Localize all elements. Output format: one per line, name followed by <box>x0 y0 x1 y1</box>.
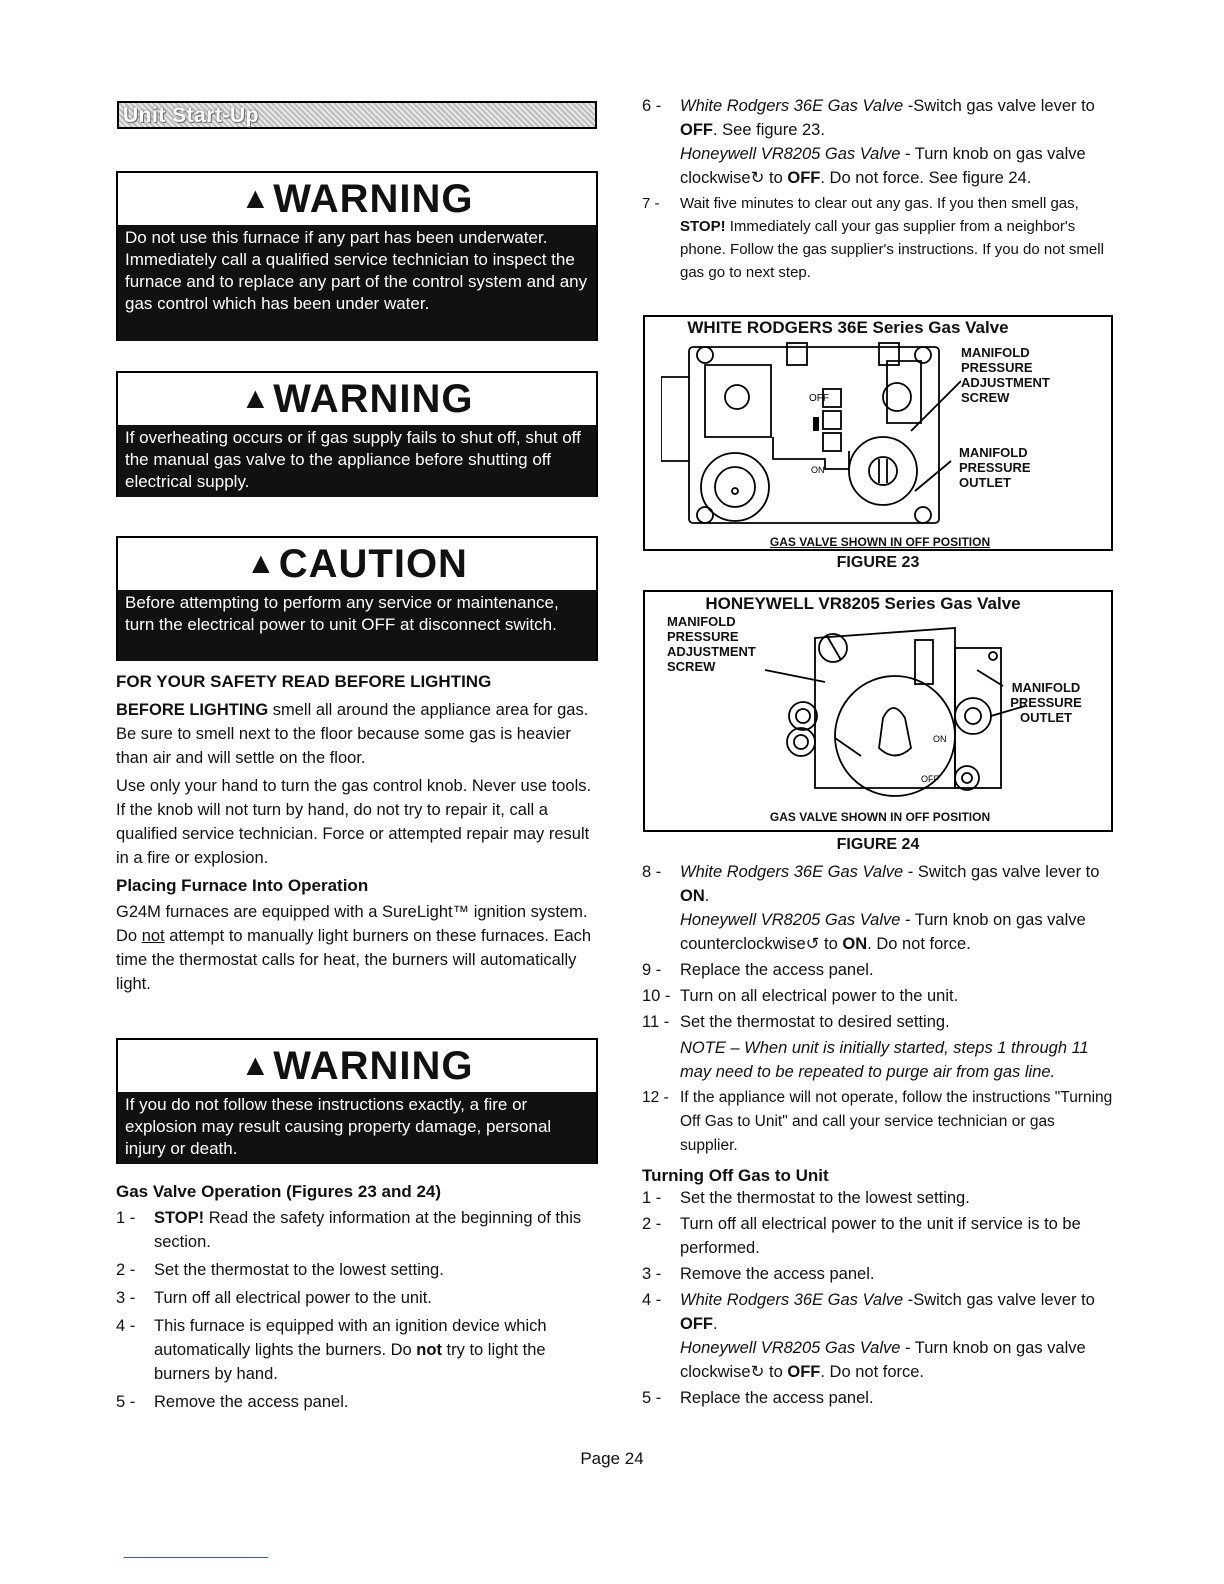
off-position-note: GAS VALVE SHOWN IN OFF POSITION <box>769 535 991 549</box>
warning-text: If you do not follow these instructions exactly, a fire or explosion may result causing property damage, personal injury or death. <box>118 1092 596 1164</box>
figure-23-title: WHITE RODGERS 36E Series Gas Valve <box>687 318 1009 337</box>
gas-valve-operation-left <box>116 1182 598 1414</box>
placing-heading: Placing Furnace Into Operation <box>116 876 369 895</box>
gas-valve-operation-heading: Gas Valve Operation (Figures 23 and 24) <box>116 1182 442 1201</box>
list-item: 4 - This furnace is equipped with an ignition device which automatically lights the burners. Do not try to light the burners by hand. <box>116 1317 547 1383</box>
gas-valve-operation-right-bottom <box>642 860 1114 1410</box>
warning-header: ▲ WARNING <box>240 376 474 421</box>
list-item: 1 - Set the thermostat to the lowest setting. <box>642 1189 970 1207</box>
label-adjustment-screw: MANIFOLD PRESSURE ADJUSTMENT SCREW <box>961 345 1050 405</box>
label-adjustment-screw: MANIFOLD PRESSURE ADJUSTMENT SCREW <box>667 614 756 674</box>
caution-text: Before attempting to perform any service or maintenance, turn the electrical power to unit OFF at disconnect switch. <box>118 590 596 661</box>
page-number: Page 24 <box>580 1449 644 1468</box>
figure-23-caption: FIGURE 23 <box>836 554 920 571</box>
figure-24-caption: FIGURE 24 <box>836 836 920 853</box>
safety-paragraph-2: Use only your hand to turn the gas control knob. Never use tools. If the knob will not turn by hand, do not try to repair it, call a qualified service technician. Force or attempted repair may result in a fire or explosion. <box>116 777 592 867</box>
note-text: NOTE – When unit is initially started, steps 1 through 11 may need to be repeated to purge air from gas line. <box>680 1039 1089 1081</box>
on-mark: ON <box>811 465 825 475</box>
on-mark: ON <box>933 734 947 744</box>
placing-paragraph: G24M furnaces are equipped with a SureLight™ ignition system. Do not attempt to manually light burners on these furnaces. Each time the thermostat calls for heat, the burners will automatically light. <box>116 903 592 993</box>
figure-24-box <box>643 590 1113 832</box>
list-item: 9 - Replace the access panel. <box>642 961 874 979</box>
section-title: Unit Start-Up <box>123 104 259 127</box>
warning-text: Do not use this furnace if any part has been underwater. Immediately call a qualified service technician to inspect the furnace and to replace any part of the control system and any gas control which has been under water. <box>118 225 596 341</box>
warning-box-instructions <box>116 1038 598 1164</box>
list-item: 7 - Wait five minutes to clear out any gas. If you then smell gas, STOP! Immediately call your gas supplier from a neighbor's phone. Follow the gas supplier's instructions. If you do not smell gas go to next step. <box>642 195 1104 281</box>
figure-23-box <box>643 315 1113 551</box>
honeywell-valve-diagram <box>745 618 1045 808</box>
clockwise-arrow-icon: ↻ <box>750 1363 765 1381</box>
warning-header: ▲ WARNING <box>240 1043 474 1088</box>
warning-box-overheating <box>116 371 598 497</box>
warning-text: If overheating occurs or if gas supply fails to shut off, shut off the manual gas valve to the appliance before shutting off electrical supply. <box>118 425 596 497</box>
clockwise-arrow-icon: ↻ <box>750 169 765 187</box>
warning-triangle-icon: ▲ <box>240 182 272 215</box>
section-header <box>117 101 597 129</box>
safety-heading: FOR YOUR SAFETY READ BEFORE LIGHTING <box>116 672 492 691</box>
list-item: 4 - White Rodgers 36E Gas Valve -Switch gas valve lever to OFF. Honeywell VR8205 Gas Valve - Turn knob on gas valve clockwise↻ to OFF. Do not force. <box>642 1291 1095 1381</box>
list-item: 3 - Turn off all electrical power to the unit. <box>116 1289 432 1307</box>
safety-paragraph-1: BEFORE LIGHTING smell all around the appliance area for gas. Be sure to smell next to the floor because some gas is heavier than air and will settle on the floor. <box>116 701 589 767</box>
off-mark: OFF <box>921 774 939 784</box>
caution-header: ▲ CAUTION <box>246 541 468 586</box>
list-item: 10 - Turn on all electrical power to the unit. <box>642 987 959 1005</box>
caution-box <box>116 536 598 661</box>
counterclockwise-arrow-icon: ↺ <box>805 935 820 953</box>
list-item: 1 - STOP! Read the safety information at the beginning of this section. <box>116 1209 582 1251</box>
warning-box-underwater <box>116 171 598 341</box>
safety-section <box>116 672 598 996</box>
warning-triangle-icon: ▲ <box>240 382 272 415</box>
list-item: 12 - If the appliance will not operate, follow the instructions "Turning Off Gas to Unit" and call your service technician or gas supplier. <box>642 1089 1113 1154</box>
list-item: 8 - White Rodgers 36E Gas Valve - Switch gas valve lever to ON. Honeywell VR8205 Gas Valve - Turn knob on gas valve counterclockwise↺ to ON. Do not force. <box>642 863 1100 953</box>
off-position-note: GAS VALVE SHOWN IN OFF POSITION <box>769 810 991 824</box>
off-mark: OFF <box>809 393 829 404</box>
turning-off-heading: Turning Off Gas to Unit <box>642 1166 829 1185</box>
list-item: 2 - Set the thermostat to the lowest setting. <box>116 1261 444 1279</box>
warning-header: ▲ WARNING <box>240 176 474 221</box>
white-rodgers-valve-diagram <box>661 341 961 531</box>
figure-24-title: HONEYWELL VR8205 Series Gas Valve <box>705 594 1021 613</box>
warning-triangle-icon: ▲ <box>240 1049 272 1082</box>
list-item: 3 - Remove the access panel. <box>642 1265 875 1283</box>
label-pressure-outlet: MANIFOLD PRESSURE OUTLET <box>1010 680 1082 725</box>
list-item: 11 - Set the thermostat to desired setting. <box>642 1013 950 1031</box>
warning-triangle-icon: ▲ <box>246 547 277 580</box>
gas-valve-operation-right-top <box>642 94 1114 284</box>
list-item: 6 - White Rodgers 36E Gas Valve -Switch gas valve lever to OFF. See figure 23. Honeywell VR8205 Gas Valve - Turn knob on gas valve clockwise↻ to OFF. Do not force. See figure 24. <box>642 97 1095 187</box>
label-pressure-outlet: MANIFOLD PRESSURE OUTLET <box>959 445 1031 490</box>
bottom-rule <box>124 1557 268 1558</box>
list-item: 5 - Remove the access panel. <box>116 1393 349 1411</box>
list-item: 5 - Replace the access panel. <box>642 1389 874 1407</box>
list-item: 2 - Turn off all electrical power to the unit if service is to be performed. <box>642 1215 1081 1257</box>
